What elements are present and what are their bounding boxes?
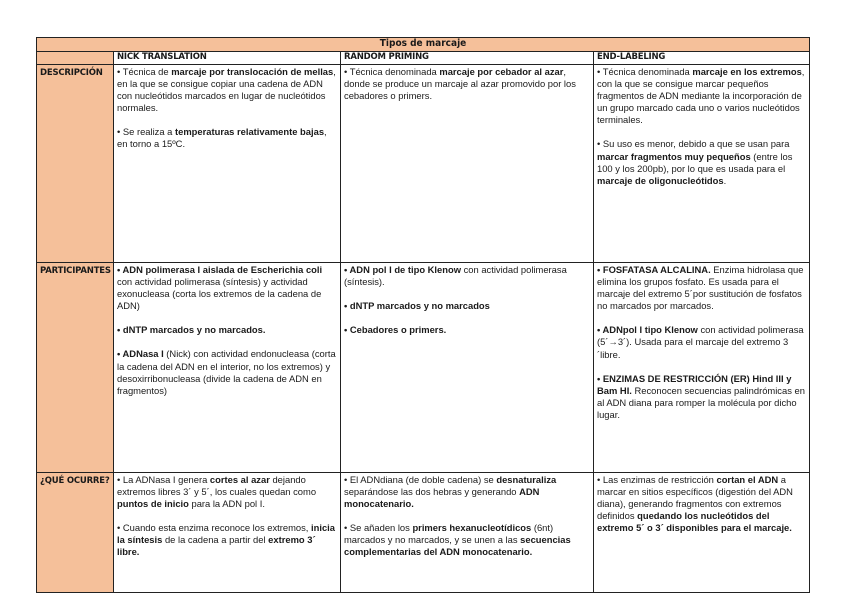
text-run: , en torno a 15ºC. bbox=[117, 126, 327, 150]
cell-participantes-nick bbox=[114, 263, 341, 473]
bold-text: quedando los nucleótidos del extremo 5´ o 3´ disponibles para el marcaje. bbox=[597, 510, 792, 534]
paragraph-gap bbox=[117, 312, 337, 324]
bold-text: • ADNasa I bbox=[117, 348, 164, 360]
bold-text: desnaturaliza bbox=[496, 474, 557, 485]
bold-text: ADN monocatenario. bbox=[344, 486, 540, 510]
cell-paragraph bbox=[597, 138, 806, 186]
text-run: , con la que se consigue marcar pequeños fragmentos de ADN mediante la incorporación de un grupo marcado cada uno o varios nucleótidos terminales. bbox=[597, 66, 805, 126]
cell-paragraph bbox=[117, 66, 337, 114]
marcaje-table bbox=[36, 37, 810, 593]
paragraph-gap bbox=[344, 312, 590, 324]
text-run: • Cuando esta enzima reconoce los extremos, bbox=[117, 522, 312, 534]
paragraph-gap bbox=[344, 510, 590, 522]
text-run: (entre los 100 y los 200pb), por lo que es usada para el bbox=[597, 150, 793, 174]
cell-ocurre-random bbox=[341, 473, 594, 593]
bold-text: cortan el ADN bbox=[716, 474, 779, 485]
bold-text: temperaturas relativamente bajas bbox=[175, 126, 325, 138]
table-title: Tipos de marcaje bbox=[37, 38, 810, 52]
text-run: • La ADNasa I genera bbox=[117, 474, 210, 485]
cell-paragraph bbox=[344, 522, 590, 558]
cell-participantes-random bbox=[341, 263, 594, 473]
text-run: (Nick) con actividad endonucleasa (corta la cadena del ADN en el interior, no los extremos) y desoxirribonucleasa (divide la cadena de ADN en fragmentos) bbox=[117, 348, 336, 396]
text-run: , donde se produce un marcaje al azar promovido por los cebadores o primers. bbox=[344, 66, 576, 102]
text-run: • Técnica denominada bbox=[344, 66, 440, 77]
paragraph-gap bbox=[344, 288, 590, 300]
paragraph-gap bbox=[597, 312, 806, 324]
cell-paragraph bbox=[597, 66, 806, 126]
bold-text: marcar fragmentos muy pequeños bbox=[597, 150, 751, 162]
bold-text: • ENZIMAS DE RESTRICCIÓN (ER) Hind III y Bam HI. bbox=[597, 372, 792, 396]
text-run: • Técnica denominada bbox=[597, 66, 693, 77]
cell-paragraph bbox=[344, 300, 590, 312]
bold-text: primers hexanucleotídicos bbox=[412, 522, 532, 534]
cell-paragraph bbox=[344, 324, 590, 336]
bold-text: cortes al azar bbox=[209, 474, 270, 485]
cell-descripcion-nick bbox=[114, 65, 341, 263]
text-run: • El ADNdiana (de doble cadena) se bbox=[344, 474, 497, 485]
cell-paragraph bbox=[344, 264, 590, 288]
paragraph-gap bbox=[117, 510, 337, 522]
paragraph-gap bbox=[117, 114, 337, 126]
bold-text: puntos de inicio bbox=[117, 498, 189, 510]
text-run: • Se realiza a bbox=[117, 126, 175, 138]
text-run: Reconocen secuencias palindrómicas en al ADN diana para romper la molécula por dicho lugar. bbox=[597, 384, 805, 420]
text-run: • Las enzimas de restricción bbox=[597, 474, 717, 485]
text-run: con actividad polimerasa (5´→3´). Usada para el marcaje del extremo 3´libre. bbox=[597, 324, 804, 360]
bold-text: secuencias complementarias del ADN monocatenario. bbox=[344, 534, 571, 558]
text-run: para la ADN pol I. bbox=[188, 498, 265, 510]
paragraph-gap bbox=[117, 336, 337, 348]
text-run: dejando extremos libres 3´ y 5´, los cuales quedan como bbox=[117, 474, 317, 498]
paragraph-gap bbox=[597, 126, 806, 138]
bold-text: marcaje por cebador al azar bbox=[439, 66, 564, 77]
bold-text: extremo 3´ libre. bbox=[117, 534, 316, 558]
text-run: separándose las dos hebras y generando bbox=[344, 486, 520, 498]
row-header-que-ocurre: ¿QUÉ OCURRE? bbox=[37, 473, 114, 593]
paragraph-gap bbox=[597, 361, 806, 373]
bold-text: • ADN polimerasa I aislada de Escherichia coli bbox=[117, 264, 323, 275]
cell-ocurre-end bbox=[594, 473, 810, 593]
cell-ocurre-nick bbox=[114, 473, 341, 593]
bold-text: • Cebadores o primers. bbox=[344, 324, 447, 336]
cell-paragraph bbox=[117, 324, 337, 336]
bold-text: • dNTP marcados y no marcados. bbox=[117, 324, 266, 336]
row-header-descripcion: DESCRIPCIÓN bbox=[37, 65, 114, 263]
cell-paragraph bbox=[117, 474, 337, 510]
cell-paragraph bbox=[117, 264, 337, 312]
bold-text: marcaje en los extremos bbox=[692, 66, 802, 77]
cell-descripcion-end bbox=[594, 65, 810, 263]
column-header-random-priming: RANDOM PRIMING bbox=[341, 52, 594, 65]
text-run: a marcar en sitios específicos (digestión del ADN diana), generando fragmentos con extremos definidos bbox=[597, 474, 793, 522]
row-header-participantes: PARTICIPANTES bbox=[37, 263, 114, 473]
text-run: Enzima hidrolasa que elimina los grupos fosfato. Es usada para el marcaje del extremo 5´por sustitución de fosfatos no marcados por marcados. bbox=[597, 264, 804, 312]
text-run: con actividad polimerasa (síntesis) y actividad exonucleasa (corta los extremos de la cadena de ADN) bbox=[117, 276, 322, 312]
bold-text: marcaje de oligonucleótidos bbox=[597, 174, 724, 186]
cell-descripcion-random bbox=[341, 65, 594, 263]
bold-text: inicia la síntesis bbox=[117, 522, 335, 546]
cell-paragraph bbox=[344, 66, 590, 102]
text-run: , en la que se consigue copiar una cadena de ADN con nucleótidos marcados en lugar de nucleótidos normales. bbox=[117, 66, 336, 114]
cell-paragraph bbox=[597, 373, 806, 421]
cell-paragraph bbox=[344, 474, 590, 510]
cell-paragraph bbox=[597, 324, 806, 360]
text-run: con actividad polimerasa (síntesis). bbox=[344, 264, 567, 288]
column-header-nick-translation: NICK TRANSLATION bbox=[114, 52, 341, 65]
text-run: . bbox=[723, 174, 727, 186]
text-run: de la cadena a partir del bbox=[162, 534, 269, 546]
column-header-end-labeling: END-LABELING bbox=[594, 52, 810, 65]
text-run: • Se añaden los bbox=[344, 522, 413, 534]
text-run: • Su uso es menor, debido a que se usan para bbox=[597, 138, 790, 150]
cell-paragraph bbox=[117, 126, 337, 150]
cell-paragraph bbox=[117, 522, 337, 558]
bold-text: • dNTP marcados y no marcados bbox=[344, 300, 490, 312]
text-run: • Técnica de bbox=[117, 66, 172, 77]
bold-text: marcaje por translocación de mellas bbox=[171, 66, 334, 77]
bold-text: • FOSFATASA ALCALINA. bbox=[597, 264, 711, 275]
bold-text: • ADNpol I tipo Klenow bbox=[597, 324, 698, 336]
cell-paragraph bbox=[117, 348, 337, 396]
corner-cell bbox=[37, 52, 114, 65]
cell-paragraph bbox=[597, 474, 806, 534]
text-run: (6nt) marcados y no marcados, y se unen a las bbox=[344, 522, 554, 546]
bold-text: • ADN pol I de tipo Klenow bbox=[344, 264, 461, 275]
cell-paragraph bbox=[597, 264, 806, 312]
cell-participantes-end bbox=[594, 263, 810, 473]
